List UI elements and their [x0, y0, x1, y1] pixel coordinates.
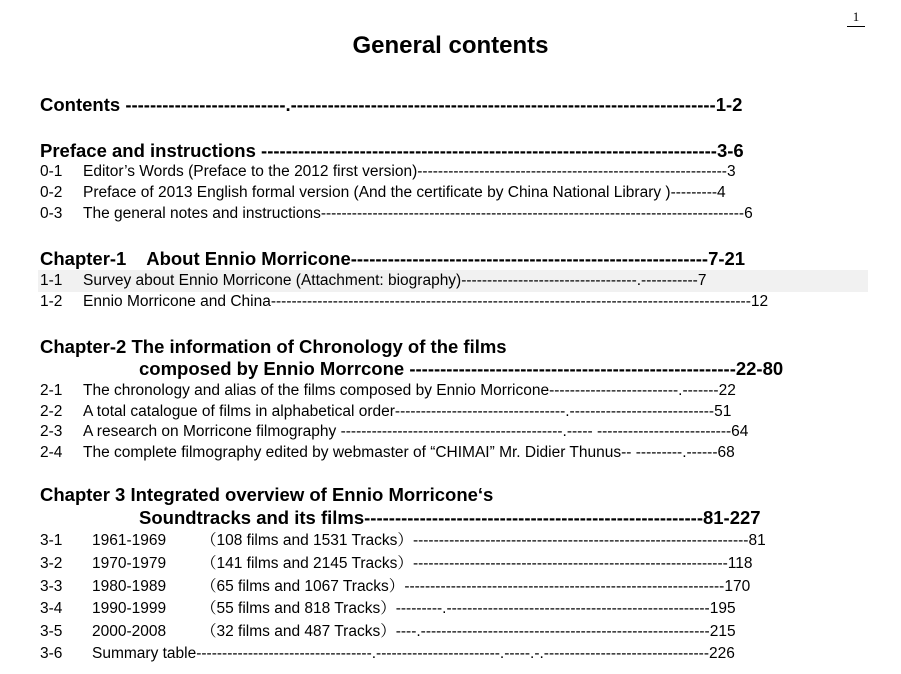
toc-item-text: （65 films and 1067 Tracks）	[201, 578, 405, 595]
toc-item-number: 3-5	[40, 623, 63, 640]
page-title: General contents	[352, 32, 549, 59]
toc-item[interactable]	[40, 421, 748, 443]
toc-entry-preface[interactable]	[40, 140, 744, 162]
page-number: 1	[847, 8, 865, 27]
toc-item-number: 0-3	[40, 205, 63, 222]
toc-item-years: 1961-1969	[92, 532, 167, 549]
toc-entry-title: Chapter 3 Integrated overview of Ennio Morricone‘s	[40, 484, 494, 505]
toc-leader: ----------------------------------.------------------------.-----.-.--------------------------------	[196, 645, 709, 662]
toc-item[interactable]	[40, 598, 736, 620]
toc-item-text: Editor’s Words (Preface to the 2012 first version)	[83, 163, 418, 180]
toc-leader: -----------------------------------------------------------------	[412, 532, 749, 549]
toc-item[interactable]	[40, 621, 736, 643]
toc-page-range: 1-2	[715, 94, 743, 115]
toc-leader: -------------------------------------------------------	[364, 507, 703, 528]
toc-item-number: 2-3	[40, 423, 63, 440]
toc-leader: ----.--------------------------------------------------------	[395, 623, 710, 640]
toc-leader: -------------------------------------------.----- --------------------------	[340, 423, 732, 440]
toc-item-number: 2-1	[40, 382, 63, 399]
toc-item-text: （32 films and 487 Tracks）	[201, 623, 396, 640]
toc-leader: ---------------------------------------------------------------------------------------------	[270, 293, 751, 310]
toc-entry-chapter-3-cont[interactable]	[40, 507, 761, 529]
toc-item-text: Survey about Ennio Morricone (Attachment: biography)	[83, 272, 462, 289]
toc-item[interactable]	[40, 380, 736, 402]
toc-entry-title: Preface and instructions	[40, 140, 262, 161]
toc-item[interactable]	[40, 203, 753, 225]
toc-leader: ----------------------------------.-----------	[461, 272, 698, 289]
toc-item-number: 2-4	[40, 444, 63, 461]
toc-entry-contents[interactable]	[40, 94, 742, 116]
toc-item-page: 4	[717, 184, 726, 201]
toc-item-text: A research on Morricone filmography	[83, 423, 341, 440]
toc-item-page: 226	[708, 645, 735, 662]
toc-item-number: 1-2	[40, 293, 63, 310]
toc-item-page: 22	[718, 382, 736, 399]
toc-entry-chapter-3[interactable]	[40, 484, 493, 506]
toc-page-range: 81-227	[702, 507, 761, 528]
toc-leader: -------------------------------------------------------------	[412, 555, 728, 572]
toc-page-range: 22-80	[735, 358, 784, 379]
toc-item-number: 2-2	[40, 403, 63, 420]
toc-leader: ---------------------------------.----------------------------	[394, 403, 715, 420]
toc-item[interactable]	[40, 530, 766, 552]
toc-item[interactable]	[40, 442, 735, 464]
toc-leader: -----------------------------------------------------	[409, 358, 736, 379]
toc-item-page: 64	[731, 423, 749, 440]
toc-item-text: Preface of 2013 English formal version (And the certificate by China National Library )	[83, 184, 671, 201]
toc-leader: ---------.---------------------------------------------------	[395, 600, 710, 617]
toc-item[interactable]	[40, 182, 726, 204]
toc-item-text: The general notes and instructions	[83, 205, 321, 222]
toc-item-years: 1970-1979	[92, 555, 167, 572]
toc-item-text: The chronology and alias of the films composed by Ennio Morricone	[83, 382, 550, 399]
toc-item-page: 7	[697, 272, 707, 289]
toc-item-text: （55 films and 818 Tracks）	[201, 600, 396, 617]
toc-item-page: 12	[750, 293, 769, 310]
toc-item[interactable]	[40, 161, 736, 183]
toc-entry-title: Chapter-2 The information of Chronology of the films	[40, 336, 507, 357]
toc-item-page: 51	[714, 403, 732, 420]
toc-item-number: 3-1	[40, 532, 63, 549]
toc-item-number: 3-4	[40, 600, 63, 617]
toc-item-text: A total catalogue of films in alphabetical order	[83, 403, 395, 420]
toc-item-number: 1-1	[40, 272, 63, 289]
toc-leader: ------------------------------------------------------------	[417, 163, 727, 180]
toc-entry-title: composed by Ennio Morrcone	[139, 358, 410, 379]
toc-item-text: （141 films and 2145 Tracks）	[201, 555, 413, 572]
toc-item-number: 0-1	[40, 163, 63, 180]
toc-item-text: Ennio Morricone and China	[83, 293, 271, 310]
toc-entry-title: Chapter-1 About Ennio Morricone	[40, 248, 351, 269]
toc-leader: --------------------------------------------------------------	[404, 578, 725, 595]
toc-item-page: 3	[726, 163, 736, 180]
toc-item-number: 3-6	[40, 645, 63, 662]
toc-leader: -------------------------.-------	[549, 382, 719, 399]
toc-item-text: The complete filmography edited by webmaster of “CHIMAI” Mr. Didier Thunus	[83, 444, 622, 461]
toc-page-range: 3-6	[716, 140, 744, 161]
toc-item-text: （108 films and 1531 Tracks）	[201, 532, 413, 549]
toc-leader: --------------------------------------------------------------------------	[261, 140, 717, 161]
toc-item-page: 170	[724, 578, 751, 595]
toc-item-page: 6	[744, 205, 753, 222]
toc-entry-title: Soundtracks and its films	[139, 507, 365, 528]
toc-item[interactable]	[40, 291, 768, 313]
toc-entry-chapter-2-cont[interactable]	[40, 358, 783, 380]
toc-leader: ----------------------------------------------------------	[350, 248, 709, 269]
toc-item-page: 118	[727, 555, 753, 572]
toc-entry-chapter-1[interactable]	[40, 248, 745, 270]
toc-item-page: 215	[709, 623, 736, 640]
toc-item-years: 2000-2008	[92, 623, 167, 640]
toc-item[interactable]	[40, 643, 735, 665]
toc-leader: ---------	[670, 184, 718, 201]
toc-item-number: 0-2	[40, 184, 63, 201]
toc-item-page: 68	[717, 444, 735, 461]
toc-leader: ----------------------------------------------------------------------------------	[320, 205, 745, 222]
toc-leader: --------------------------.---------------------------------------------------------------------	[125, 94, 716, 115]
toc-item-years: Summary table	[92, 645, 197, 662]
toc-page-range: 7-21	[708, 248, 746, 269]
toc-item[interactable]	[40, 576, 750, 598]
toc-item-years: 1990-1999	[92, 600, 167, 617]
toc-item-number: 3-2	[40, 555, 63, 572]
toc-item[interactable]	[40, 401, 731, 423]
toc-entry-title: Contents	[40, 94, 126, 115]
toc-item-page: 81	[748, 532, 766, 549]
toc-item-page: 195	[709, 600, 736, 617]
toc-entry-chapter-2[interactable]	[40, 336, 507, 358]
toc-item-years: 1980-1989	[92, 578, 167, 595]
toc-item[interactable]	[40, 553, 753, 575]
toc-item[interactable]	[40, 270, 706, 292]
toc-item-number: 3-3	[40, 578, 63, 595]
toc-leader: -- ---------.------	[621, 444, 718, 461]
